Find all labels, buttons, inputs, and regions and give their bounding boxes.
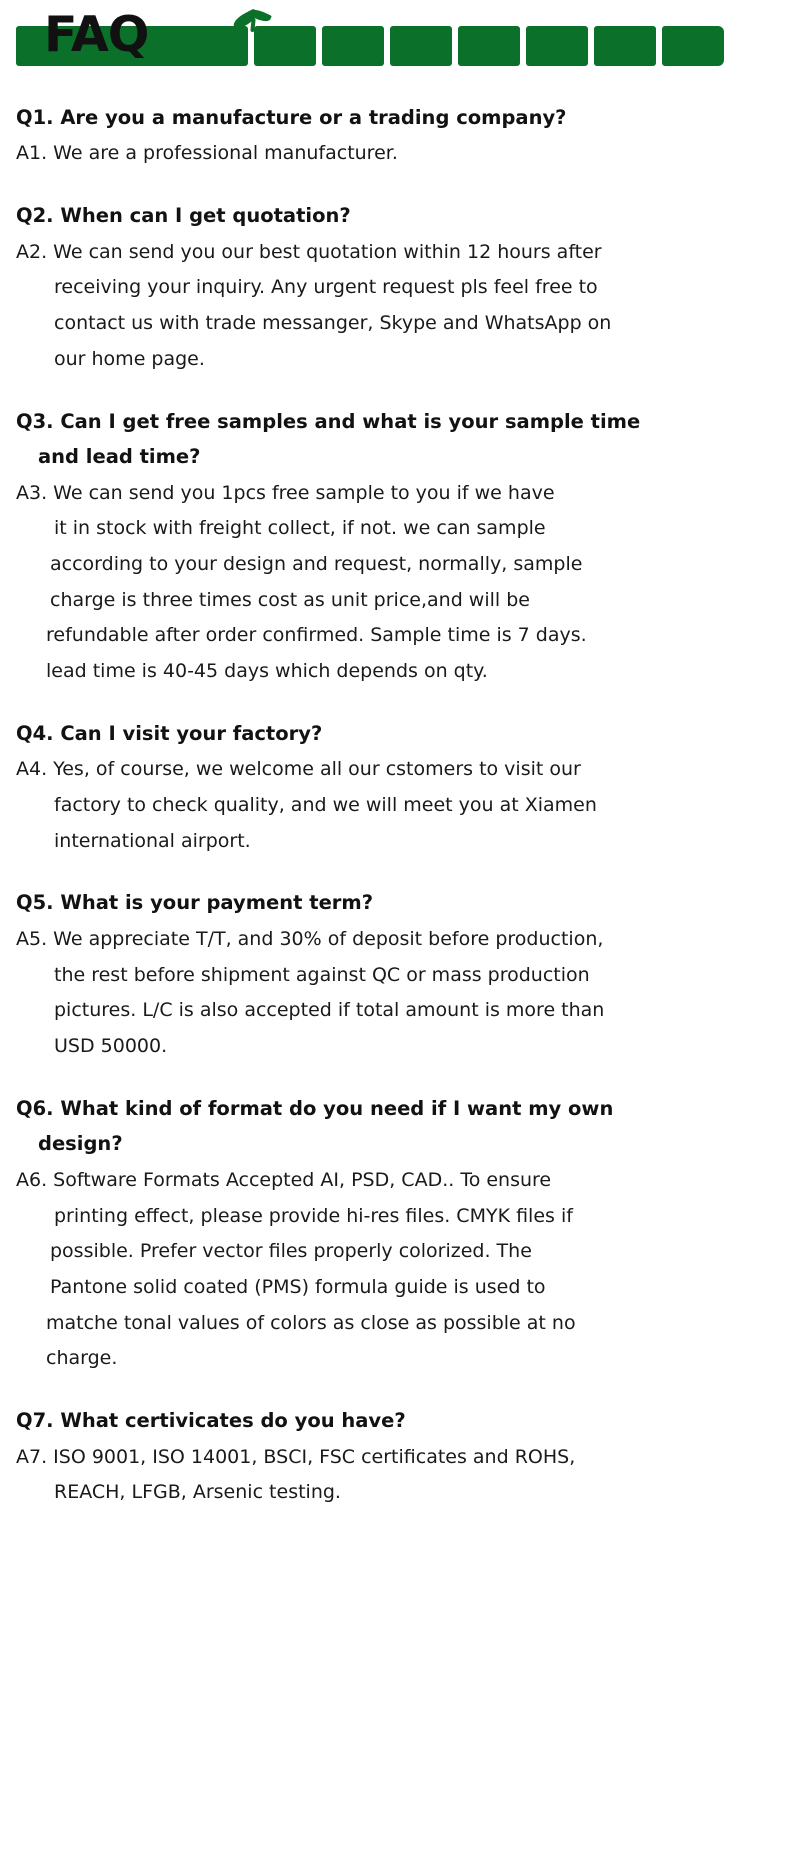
faq-question-line: Q3. Can I get free samples and what is your sample time [16, 409, 641, 433]
faq-item [16, 1403, 772, 1511]
faq-answer-line: A7. ISO 9001, ISO 14001, BSCI, FSC certificates and ROHS, [16, 1445, 576, 1468]
bamboo-segment [390, 26, 452, 66]
faq-answer-line: charge is three times cost as unit price,and will be [50, 588, 530, 611]
faq-answer [16, 922, 772, 1065]
faq-question: Q5. What is your payment term? [16, 891, 374, 915]
faq-answer [16, 1440, 772, 1511]
faq-answer-line: pictures. L/C is also accepted if total amount is more than [54, 999, 605, 1022]
faq-answer [16, 136, 772, 172]
faq-item [16, 100, 772, 172]
faq-answer-line: it in stock with freight collect, if not. we can sample [54, 517, 546, 540]
faq-answer-line: USD 50000. [54, 1035, 168, 1058]
faq-question: Q1. Are you a manufacture or a trading company? [16, 106, 567, 129]
bamboo-segment [322, 26, 384, 66]
bamboo-leaf-icon [230, 8, 282, 32]
faq-answer-line: lead time is 40-45 days which depends on qty. [46, 660, 488, 683]
faq-answer-line: the rest before shipment against QC or mass production [54, 963, 590, 986]
faq-answer-line: A3. We can send you 1pcs free sample to you if we have [16, 481, 555, 504]
faq-answer-line: Pantone solid coated (PMS) formula guide is used to [50, 1275, 546, 1298]
faq-item [16, 716, 772, 860]
faq-answer-line: A5. We appreciate T/T, and 30% of deposit before production, [16, 927, 604, 950]
bamboo-segment [662, 26, 724, 66]
faq-question-line: Q6. What kind of format do you need if I want my own [16, 1096, 614, 1120]
faq-answer-line: contact us with trade messanger, Skype and WhatsApp on [54, 312, 612, 335]
bamboo-segment [254, 26, 316, 66]
faq-item [16, 198, 772, 377]
faq-question [16, 1091, 772, 1162]
faq-answer [16, 235, 772, 378]
faq-question: Q4. Can I visit your factory? [16, 721, 323, 745]
faq-answer-line: REACH, LFGB, Arsenic testing. [54, 1481, 341, 1504]
faq-answer [16, 476, 772, 690]
faq-question: Q2. When can I get quotation? [16, 204, 351, 228]
faq-answer-line: according to your design and request, normally, sample [50, 552, 583, 575]
faq-answer-line: refundable after order confirmed. Sample time is 7 days. [46, 624, 587, 647]
faq-banner [8, 8, 782, 82]
bamboo-segment [594, 26, 656, 66]
faq-question [16, 404, 772, 475]
faq-answer-line: charge. [46, 1347, 118, 1370]
faq-answer-line: matche tonal values of colors as close as possible at no [46, 1311, 576, 1334]
bamboo-segment [526, 26, 588, 66]
faq-page [0, 8, 790, 1849]
faq-answer-line: factory to check quality, and we will meet you at Xiamen [54, 794, 597, 817]
faq-answer-line: our home page. [54, 347, 205, 370]
faq-answer-line: printing effect, please provide hi-res files. CMYK files if [54, 1204, 573, 1227]
faq-answer-line: possible. Prefer vector files properly colorized. The [50, 1240, 532, 1263]
faq-answer [16, 1163, 772, 1377]
faq-item [16, 1091, 772, 1377]
faq-answer-line: A1. We are a professional manufacturer. [16, 142, 398, 165]
faq-answer-line: international airport. [54, 829, 251, 852]
faq-item [16, 885, 772, 1064]
faq-item [16, 404, 772, 690]
faq-answer-line: receiving your inquiry. Any urgent request pls feel free to [54, 276, 598, 299]
faq-answer-line: A4. Yes, of course, we welcome all our cstomers to visit our [16, 758, 581, 781]
faq-answer-line: A2. We can send you our best quotation within 12 hours after [16, 240, 602, 263]
faq-answer [16, 752, 772, 859]
page-title: FAQ [44, 6, 149, 63]
faq-list [8, 100, 782, 1511]
faq-question-line: design? [38, 1132, 123, 1156]
faq-question: Q7. What certivicates do you have? [16, 1409, 406, 1433]
faq-question-line: and lead time? [38, 445, 201, 469]
bamboo-segment [458, 26, 520, 66]
faq-answer-line: A6. Software Formats Accepted AI, PSD, CAD.. To ensure [16, 1168, 552, 1191]
